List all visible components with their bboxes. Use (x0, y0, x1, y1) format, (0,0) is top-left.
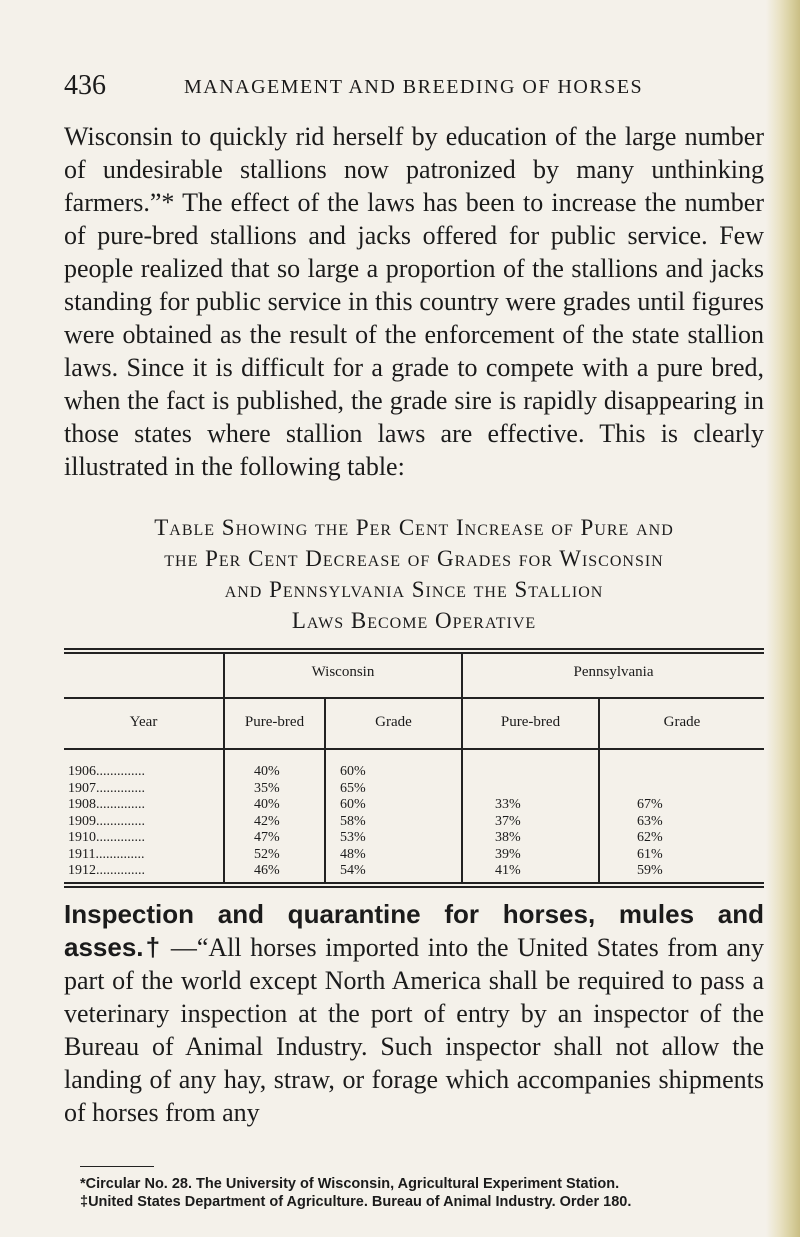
section-body-text: —“All horses imported into the United States from any part of the world except North America shall be required to pass a veterinary inspection at the port of entry by an inspector of the Bureau of Animal Industry. Such inspector shall not allow the landing of any hay, straw, or forage which accompanies shipments of horses from any (64, 933, 764, 1127)
column-divider (223, 652, 225, 882)
footnote: *Circular No. 28. The University of Wisconsin, Agricultural Experiment Station. (80, 1176, 620, 1192)
pa-grade-column (637, 764, 663, 880)
wi-pure-column (254, 764, 280, 880)
page-number: 436 (64, 70, 106, 101)
column-header-rule (64, 748, 764, 750)
table-caption (64, 512, 764, 636)
table-cell-pa-pure: 39% (495, 846, 521, 862)
column-header-wi-pure: Pure-bred (244, 714, 305, 730)
footnote-rule (80, 1166, 154, 1167)
table-cell-wi-grade: 54% (340, 863, 366, 878)
table-cell-pa-pure (495, 781, 521, 798)
table-bottom-rule (64, 882, 764, 888)
table-cell-year: 1906.............. (68, 764, 145, 779)
table-cell-year: 1908.............. (68, 797, 145, 812)
table-cell-wi-pure: 40% (254, 764, 280, 779)
group-header-wisconsin: Wisconsin (311, 664, 375, 680)
caption-line: and Pennsylvania Since the Stallion (224, 577, 604, 602)
column-header-year: Year (129, 714, 158, 730)
page-header (64, 70, 764, 106)
table-cell-wi-pure: 42% (254, 813, 280, 829)
table-cell-pa-grade: 61% (637, 846, 663, 862)
group-header-pennsylvania: Pennsylvania (573, 664, 654, 680)
pa-pure-column (495, 764, 521, 880)
table-cell-year: 1907.............. (68, 780, 145, 796)
wi-grade-column (340, 764, 366, 880)
table-cell-wi-grade: 60% (340, 797, 366, 812)
table-cell-pa-pure: 41% (495, 863, 521, 878)
column-divider (461, 652, 463, 882)
table-cell-wi-pure: 46% (254, 863, 280, 878)
table-cell-wi-pure: 47% (254, 830, 280, 845)
column-header-pa-pure: Pure-bred (500, 714, 561, 730)
footnote: ‡United States Department of Agriculture. Bureau of Animal Industry. Order 180. (80, 1194, 632, 1210)
table-cell-wi-grade: 48% (340, 846, 366, 862)
table-cell-year: 1909.............. (68, 813, 145, 829)
table-cell-wi-pure: 35% (254, 780, 280, 796)
footnotes (80, 1175, 770, 1211)
table-cell-pa-grade: 63% (637, 813, 663, 829)
table-cell-pa-grade (637, 781, 663, 798)
table-cell-pa-pure: 33% (495, 797, 521, 812)
year-column (68, 764, 145, 880)
table-cell-wi-grade: 53% (340, 830, 366, 845)
column-header-wi-grade: Grade (375, 714, 412, 730)
body-paragraph-1: Wisconsin to quickly rid herself by education of the large number of undesirable stallions now patronized by many unthinking farmers.”* The effect of the laws has been to increase the number of pure-bred stallions and jacks offered for public service. Few people realized that so large a proportion of the stallions and jacks standing for public service in this country were grades until figures were obtained as the result of the enforcement of the state stallion laws. Since it is difficult for a grade to compete with a pure bred, when the fact is published, the grade sire is rapidly disappearing in those states where stallion laws are effective. This is clearly illustrated in the following table: (64, 122, 764, 481)
page-edge-shading (766, 0, 800, 1237)
column-header-pa-grade: Grade (663, 714, 701, 730)
table-cell-year: 1910.............. (68, 830, 145, 845)
caption-line: Laws Become Operative (291, 608, 537, 633)
table-cell-wi-grade: 65% (340, 780, 366, 796)
table-cell-pa-grade: 59% (637, 863, 663, 878)
body-paragraph-2 (64, 898, 764, 1129)
table-cell-pa-grade: 62% (637, 830, 663, 845)
table-cell-pa-pure: 38% (495, 830, 521, 845)
table-cell-pa-grade: 67% (637, 797, 663, 812)
running-head: MANAGEMENT AND BREEDING OF HORSES (184, 76, 644, 98)
caption-line: the Per Cent Decrease of Grades for Wisconsin (164, 546, 664, 571)
table-cell-wi-grade: 60% (340, 764, 366, 779)
table-cell-wi-pure: 40% (254, 797, 280, 812)
table-cell-pa-grade (637, 764, 663, 781)
section-lead-heading: Inspection and quarantine for horses, mules and asses.† (64, 899, 764, 962)
caption-line: Table Showing the Per Cent Increase of Pure and (154, 515, 674, 540)
table-cell-pa-pure (495, 764, 521, 781)
table-cell-year: 1911.............. (68, 846, 145, 862)
group-header-rule (64, 697, 764, 699)
table-cell-year: 1912.............. (68, 863, 145, 878)
table-cell-wi-pure: 52% (254, 846, 280, 862)
table-cell-wi-grade: 58% (340, 813, 366, 829)
table-cell-pa-pure: 37% (495, 813, 521, 829)
table-top-rule (64, 648, 764, 654)
